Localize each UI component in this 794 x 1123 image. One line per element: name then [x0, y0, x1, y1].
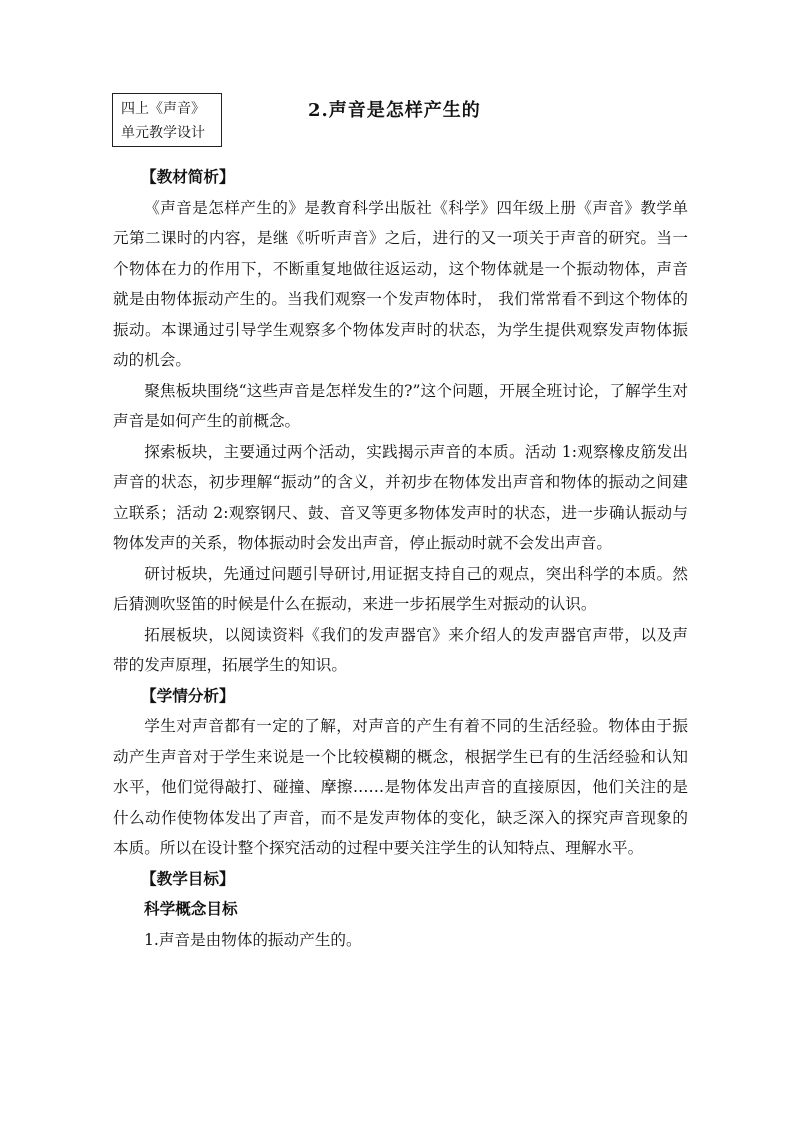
- section-heading-goals: 【教学目标】: [141, 868, 235, 888]
- unit-label-box: [112, 93, 222, 147]
- document-body: [113, 162, 688, 955]
- material-paragraph-3: 探索板块，主要通过两个活动，实践揭示声音的本质。活动 1:观察橡皮筋发出声音的状态，初步理解“振动”的含义，并初步在物体发出声音和物体的振动之间建立联系；活动 2:观察钢尺、鼓、音叉等更多物体发声时的状态，进一步确认振动与物体发声的关系，物体振动时会发出声音，停止振动时就不会发出声音。: [113, 442, 688, 552]
- section-heading-students: 【学情分析】: [141, 685, 235, 705]
- material-paragraph-2: 聚焦板块围绕“这些声音是怎样发生的?”这个问题，开展全班讨论，了解学生对声音是如何产生的前概念。: [113, 381, 688, 430]
- goal-item-1: 1.声音是由物体的振动产生的。: [144, 930, 362, 949]
- material-paragraph-4: 研讨板块，先通过问题引导研讨,用证据支持自己的观点，突出科学的本质。然后猜测吹竖笛的时候是什么在振动，来进一步拓展学生对振动的认识。: [113, 564, 688, 613]
- lesson-title: 2.声音是怎样产生的: [308, 100, 481, 121]
- students-paragraph-1: 学生对声音都有一定的了解，对声音的产生有着不同的生活经验。物体由于振动产生声音对于学生来说是一个比较模糊的概念，根据学生已有的生活经验和认知水平，他们觉得敲打、碰撞、摩擦……是物体发出声音的直接原因，他们关注的是什么动作使物体发出了声音，而不是发声物体的变化，缺乏深入的探究声音现象的本质。所以在设计整个探究活动的过程中要关注学生的认知特点、理解水平。: [113, 717, 688, 857]
- unit-label-line-1: 四上《声音》: [121, 101, 205, 117]
- unit-label-line-2: 单元教学设计: [121, 125, 205, 141]
- material-paragraph-1: 《声音是怎样产生的》是教育科学出版社《科学》四年级上册《声音》教学单元第二课时的内容，是继《听听声音》之后，进行的又一项关于声音的研究。当一个物体在力的作用下，不断重复地做往返运动，这个物体就是一个振动物体，声音就是由物体振动产生的。当我们观察一个发声物体时， 我们常常看不到这个物体的振动。本课通过引导学生观察多个物体发声时的状态，为学生提供观察发声物体振动的机会。: [113, 198, 688, 369]
- goals-subheading: 科学概念目标: [144, 899, 238, 918]
- section-heading-material: 【教材简析】: [141, 167, 235, 186]
- material-paragraph-5: 拓展板块，以阅读资料《我们的发声器官》来介绍人的发声器官声带，以及声带的发声原理，拓展学生的知识。: [113, 625, 688, 674]
